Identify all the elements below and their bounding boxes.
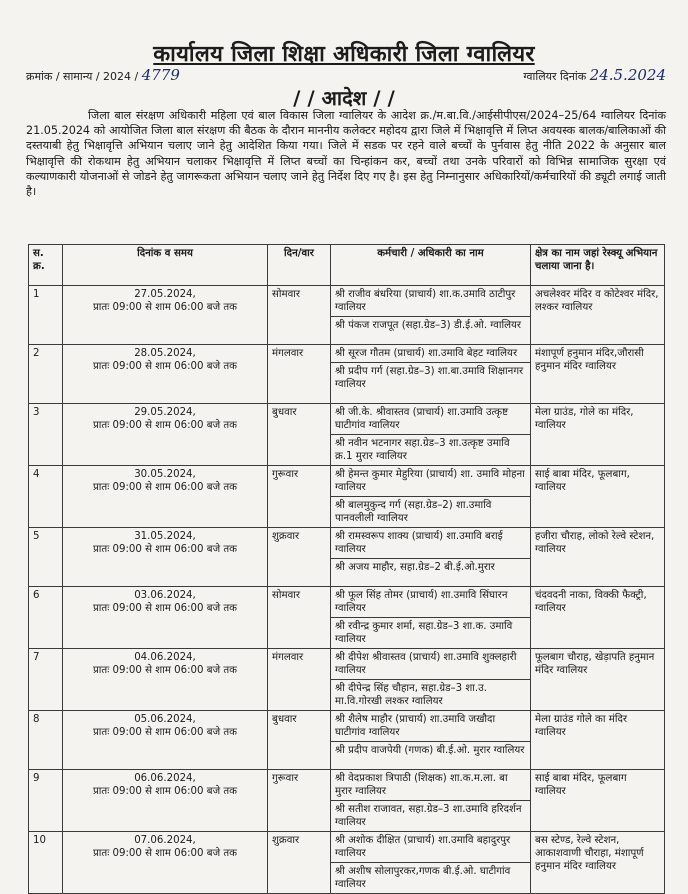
cell-day: सोमवार bbox=[268, 286, 331, 345]
staff-entry: श्री रवीन्द्र कुमार शर्मा, सहा.ग्रेड–3 शा.क. उमावि ग्वालियर bbox=[331, 617, 530, 648]
table-row bbox=[29, 832, 665, 894]
cell-date: 28.05.2024, bbox=[134, 348, 196, 359]
staff-entry: श्री अशोक दीक्षित (प्राचार्य) शा.उमावि बहादुरपुर ग्वालियर bbox=[335, 835, 511, 859]
staff-entry: श्री राजीव बंधरिया (प्राचार्य) शा.क.उमावि ठाटीपुर ग्वालियर bbox=[335, 289, 516, 313]
cell-time: प्रातः 09:00 से शाम 06:00 बजे तक bbox=[93, 603, 237, 614]
staff-entry: श्री सूरज गौतम (प्राचार्य) शा.उमावि बेहट ग्वालियर bbox=[335, 348, 518, 359]
cell-date: 04.06.2024, bbox=[134, 652, 196, 663]
staff-entry: श्री नवीन भटनागर सहा.ग्रेड–3 शा.उत्कृष्ट उमावि क्र.1 मुरार ग्वालियर bbox=[331, 434, 530, 465]
table-row bbox=[29, 770, 665, 832]
table-row bbox=[29, 528, 665, 587]
table-row bbox=[29, 711, 665, 770]
cell-date: 03.06.2024, bbox=[134, 590, 196, 601]
cell-area: साई बाबा मंदिर, फूलबाग ग्वालियर bbox=[531, 770, 665, 832]
cell-serial: 10 bbox=[29, 832, 63, 894]
staff-entry: श्री प्रदीप गर्ग (सहा.ग्रेड–3) शा.बा.उमावि शिक्षानगर ग्वालियर bbox=[331, 362, 530, 393]
reference-number bbox=[26, 66, 180, 84]
cell-date-time bbox=[63, 528, 268, 587]
cell-area: बस स्टेण्ड, रेल्वे स्टेशन, आकाशवाणी चौराहा, मंशापूर्ण हनुमान मंदिर ग्वालियर bbox=[531, 832, 665, 894]
table-row bbox=[29, 587, 665, 649]
office-title: कार्यालय जिला शिक्षा अधिकारी जिला ग्वालियर bbox=[153, 41, 535, 67]
staff-entry: श्री पंकज राजपूत (सहा.ग्रेड–3) डी.ई.ओ. ग्वालियर bbox=[331, 316, 530, 334]
cell-date-time bbox=[63, 832, 268, 894]
staff-entry: श्री अजय माहौर, सहा.ग्रेड–2 बी.ई.ओ.मुरार bbox=[331, 558, 530, 576]
staff-entry: श्री शैलेष माहौर (प्राचार्य) शा.उमावि जखौदा घाटीगांव ग्वालियर bbox=[335, 714, 496, 738]
place-date-label: ग्वालियर दिनांक bbox=[523, 70, 587, 83]
cell-date: 31.05.2024, bbox=[134, 531, 196, 542]
cell-staff bbox=[331, 466, 531, 528]
cell-date-time bbox=[63, 711, 268, 770]
cell-day: बुधवार bbox=[268, 711, 331, 770]
staff-entry: श्री फूल सिंह तोमर (प्राचार्य) शा.उमावि सिंघारन ग्वालियर bbox=[335, 590, 508, 614]
cell-date: 05.06.2024, bbox=[134, 714, 196, 725]
cell-staff bbox=[331, 649, 531, 711]
cell-day: मंगलवार bbox=[268, 649, 331, 711]
cell-staff bbox=[331, 345, 531, 404]
header-date-time: दिनांक व समय bbox=[63, 245, 268, 286]
cell-date-time bbox=[63, 286, 268, 345]
cell-area: चंदवदनी नाका, विक्की फैक्ट्री, ग्वालियर bbox=[531, 587, 665, 649]
cell-date-time bbox=[63, 466, 268, 528]
cell-staff bbox=[331, 587, 531, 649]
staff-entry: श्री रामस्वरूप शाक्य (प्राचार्य) शा.उमावि बराई ग्वालियर bbox=[335, 531, 503, 555]
table-row bbox=[29, 404, 665, 466]
cell-time: प्रातः 09:00 से शाम 06:00 बजे तक bbox=[93, 361, 237, 372]
table-header-row bbox=[29, 245, 665, 286]
cell-time: प्रातः 09:00 से शाम 06:00 बजे तक bbox=[93, 848, 237, 859]
cell-serial: 9 bbox=[29, 770, 63, 832]
reference-handwritten-number: 4779 bbox=[141, 66, 180, 84]
cell-date-time bbox=[63, 345, 268, 404]
reference-prefix: क्रमांक / सामान्य / 2024 / bbox=[26, 70, 139, 83]
cell-serial: 3 bbox=[29, 404, 63, 466]
staff-entry: श्री दीपेन्द्र सिंह चौहान, सहा.ग्रेड–3 शा.उ. मा.वि.गोरखी लश्कर ग्वालियर bbox=[331, 679, 530, 710]
cell-day: शुक्रवार bbox=[268, 528, 331, 587]
staff-entry: श्री वेदप्रकाश त्रिपाठी (शिक्षक) शा.क.म.ला. बा मुरार ग्वालियर bbox=[335, 773, 508, 797]
cell-time: प्रातः 09:00 से शाम 06:00 बजे तक bbox=[93, 786, 237, 797]
cell-staff bbox=[331, 832, 531, 894]
cell-area: हजीरा चौराह, लोको रेल्वे स्टेशन, ग्वालियर bbox=[531, 528, 665, 587]
cell-day: गुरूवार bbox=[268, 466, 331, 528]
cell-date-time bbox=[63, 770, 268, 832]
cell-date: 27.05.2024, bbox=[134, 289, 196, 300]
cell-date-time bbox=[63, 587, 268, 649]
cell-time: प्रातः 09:00 से शाम 06:00 बजे तक bbox=[93, 727, 237, 738]
header-area: क्षेत्र का नाम जहां रेस्क्यू अभियान चलाया जाना है। bbox=[531, 245, 665, 286]
staff-entry: श्री बालमुकुन्द गर्ग (सहा.ग्रेड–2) शा.उमावि पानवलीली ग्वालियर bbox=[331, 496, 530, 527]
cell-time: प्रातः 09:00 से शाम 06:00 बजे तक bbox=[93, 665, 237, 676]
cell-area: अचलेश्वर मंदिर व कोटेश्वर मंदिर, लश्कर ग्वालियर bbox=[531, 286, 665, 345]
cell-serial: 7 bbox=[29, 649, 63, 711]
cell-area: मेला ग्राउंड गोले का मंदिर ग्वालियर bbox=[531, 711, 665, 770]
cell-serial: 5 bbox=[29, 528, 63, 587]
cell-time: प्रातः 09:00 से शाम 06:00 बजे तक bbox=[93, 544, 237, 555]
cell-area: मंशापूर्ण हनुमान मंदिर,जौरासी हनुमान मंदिर ग्वालियर bbox=[531, 345, 665, 404]
cell-day: सोमवार bbox=[268, 587, 331, 649]
cell-staff bbox=[331, 286, 531, 345]
staff-entry: श्री अशीष सोलापुरकर,गणक बी.ई.ओ. घाटीगांव ग्वालियर bbox=[331, 862, 530, 893]
staff-entry: श्री जी.के. श्रीवास्तव (प्राचार्य) शा.उमावि उत्कृष्ट घाटीगांव ग्वालियर bbox=[335, 407, 509, 431]
cell-staff bbox=[331, 711, 531, 770]
staff-entry: श्री सतीश राजावत, सहा.ग्रेड–3 शा.उमावि हरिदर्शन ग्वालियर bbox=[331, 800, 530, 831]
cell-date: 07.06.2024, bbox=[134, 835, 196, 846]
cell-staff bbox=[331, 528, 531, 587]
staff-entry: श्री दीपेश श्रीवास्तव (प्राचार्य) शा.उमावि शुक्लहारी ग्वालियर bbox=[335, 652, 517, 676]
cell-serial: 8 bbox=[29, 711, 63, 770]
duty-roster-table bbox=[28, 244, 665, 894]
staff-entry: श्री प्रदीप वाजपेयी (गणक) बी.ई.ओ. मुरार ग्वालियर bbox=[331, 741, 530, 759]
header-serial: स. क्र. bbox=[29, 245, 63, 286]
cell-date-time bbox=[63, 404, 268, 466]
cell-serial: 1 bbox=[29, 286, 63, 345]
cell-date: 29.05.2024, bbox=[134, 407, 196, 418]
cell-date-time bbox=[63, 649, 268, 711]
cell-staff bbox=[331, 404, 531, 466]
cell-time: प्रातः 09:00 से शाम 06:00 बजे तक bbox=[93, 302, 237, 313]
cell-day: बुधवार bbox=[268, 404, 331, 466]
cell-area: साई बाबा मंदिर, फूलबाग, ग्वालियर bbox=[531, 466, 665, 528]
cell-day: शुक्रवार bbox=[268, 832, 331, 894]
place-date bbox=[523, 66, 666, 84]
table-row bbox=[29, 345, 665, 404]
staff-entry: श्री हेमन्त कुमार मेहुरिया (प्राचार्य) शा. उमावि मोहना ग्वालियर bbox=[335, 469, 525, 493]
cell-area: फूलबाग चौराह, खेड़ापति हनुमान मंदिर ग्वालियर bbox=[531, 649, 665, 711]
table-row bbox=[29, 649, 665, 711]
cell-day: गुरूवार bbox=[268, 770, 331, 832]
table-row bbox=[29, 286, 665, 345]
order-heading: / / आदेश / / bbox=[293, 86, 395, 110]
cell-time: प्रातः 09:00 से शाम 06:00 बजे तक bbox=[93, 420, 237, 431]
cell-date: 06.06.2024, bbox=[134, 773, 196, 784]
cell-staff bbox=[331, 770, 531, 832]
table-row bbox=[29, 466, 665, 528]
cell-serial: 4 bbox=[29, 466, 63, 528]
cell-serial: 2 bbox=[29, 345, 63, 404]
header-day: दिन/वार bbox=[268, 245, 331, 286]
order-body-paragraph: जिला बाल संरक्षण अधिकारी महिला एवं बाल विकास जिला ग्वालियर के आदेश क्र./म.बा.वि./आईसीपीएस/2024–25/64 ग्वालियर दिनांक 21.05.2024 को आयोजित जिला बाल संरक्षण की बैठक के दौरान माननीय कलेक्टर महोदय द्वारा जिले में भिक्षावृत्ति में लिप्त अवयस्क बालक/बालिकाओं की दस्तयाबी हेतु भिक्षावृत्ति अभियान चलाए जाने हेतु आदेशित किया गया। जिले में सडक पर रहने वाले बच्चों के पुर्नवास हेतु नीति 2022 के अनुसार बाल भिक्षावृत्ति की रोकथाम हेतु अभियान चलाकर भिक्षावृत्ति में लिप्त बच्चों का चिन्हांकन कर, बच्चों तथा उनके परिवारों को विभिन्न सामाजिक सुरक्षा एवं कल्याणकारी योजनाओं से जोडने हेतु जागरूकता अभियान चलाए जाने हेतु निर्देश दिए गए है। इस हेतु निम्नानुसार अधिकारियों/कर्मचारियों की ड्यूटी लगाई जाती है। bbox=[26, 109, 666, 199]
handwritten-date: 24.5.2024 bbox=[589, 66, 666, 84]
cell-serial: 6 bbox=[29, 587, 63, 649]
reference-line bbox=[26, 66, 666, 82]
cell-area: मेला ग्राउंड, गोले का मंदिर, ग्वालियर bbox=[531, 404, 665, 466]
cell-date: 30.05.2024, bbox=[134, 469, 196, 480]
cell-time: प्रातः 09:00 से शाम 06:00 बजे तक bbox=[93, 482, 237, 493]
header-staff: कर्मचारी / अधिकारी का नाम bbox=[331, 245, 531, 286]
cell-day: मंगलवार bbox=[268, 345, 331, 404]
